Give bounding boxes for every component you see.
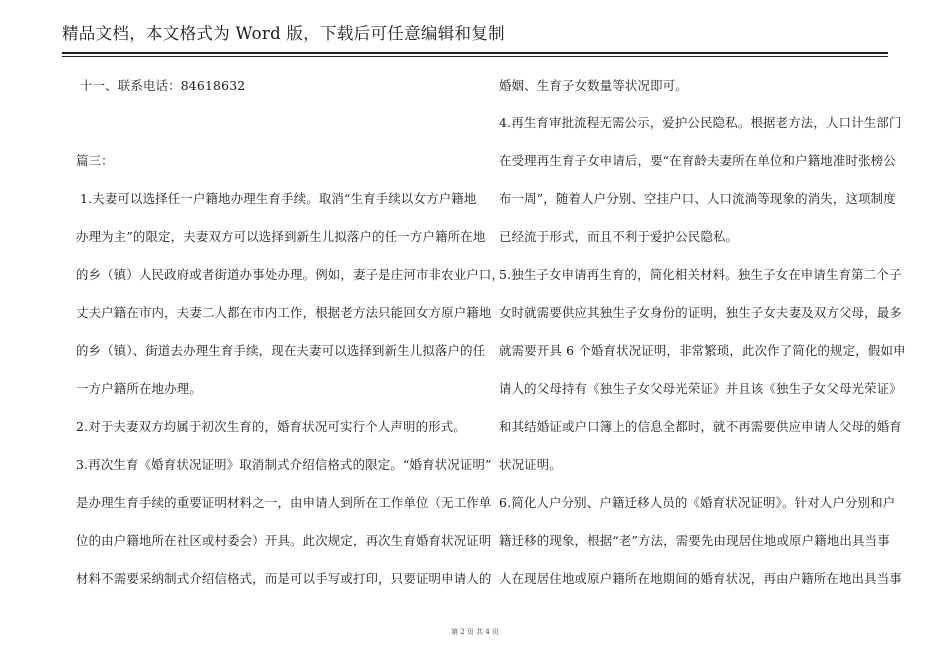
text-line: 篇三：: [76, 153, 114, 168]
text-line: 请人的父母持有《独生子女父母光荣证》并且该《独生子女父母光荣证》: [499, 381, 902, 396]
text-line: 婚姻、生育子女数量等状况即可。: [499, 78, 688, 93]
text-line: 丈夫户籍在市内，夫妻二人都在市内工作，根据老方法只能回女方原户籍地: [76, 305, 492, 320]
text-line: 人在现居住地或原户籍所在地期间的婚育状况，再由户籍所在地出具当事: [499, 571, 902, 586]
header-divider: [62, 52, 888, 54]
text-line: 就需要开具 6 个婚育状况证明，非常繁琐，此次作了简化的规定，假如申: [499, 343, 906, 358]
text-line: 籍迁移的现象，根据“老”方法，需要先由现居住地或原户籍地出具当事: [499, 533, 890, 548]
text-line: 是办理生育手续的重要证明材料之一，由申请人到所在工作单位（无工作单: [76, 495, 492, 510]
text-line: 1.夫妻可以选择任一户籍地办理生育手续。取消“生育手续以女方户籍地: [80, 191, 477, 206]
text-line: 状况证明。: [499, 457, 562, 472]
text-line: 十一、联系电话：84618632: [80, 78, 246, 93]
document-header-title: 精品文档，本文格式为 Word 版，下载后可任意编辑和复制: [62, 24, 505, 43]
text-line: 已经流于形式，而且不利于爱护公民隐私。: [499, 229, 739, 244]
text-line: 3.再次生育《婚育状况证明》取消制式介绍信格式的限定。“婚育状况证明”: [76, 457, 492, 472]
text-line: 女时就需要供应其独生子女身份的证明，独生子女夫妻及双方父母，最多: [499, 305, 902, 320]
text-line: 4.再生育审批流程无需公示，爱护公民隐私。根据老方法，人口计生部门: [499, 115, 902, 130]
text-line: 的乡（镇）人民政府或者街道办事处办理。例如，妻子是庄河市非农业户口，: [76, 267, 505, 282]
text-line: 布一周”，随着人户分别、空挂户口、人口流淌等现象的消失，这项制度: [499, 191, 896, 206]
text-line: 位的由户籍地所在社区或村委会）开具。此次规定，再次生育婚育状况证明: [76, 533, 492, 548]
text-line: 2.对于夫妻双方均属于初次生育的，婚育状况可实行个人声明的形式。: [76, 419, 466, 434]
text-line: 6.简化人户分别、户籍迁移人员的《婚育状况证明》。针对人户分别和户: [499, 495, 896, 510]
header-divider-thin: [62, 56, 888, 57]
text-line: 办理为主”的限定，夫妻双方可以选择到新生儿拟落户的任一方户籍所在地: [76, 229, 486, 244]
text-line: 材料不需要采纳制式介绍信格式，而是可以手写或打印，只要证明申请人的: [76, 571, 492, 586]
text-line: 在受理再生育子女申请后，要“在育龄夫妻所在单位和户籍地准时张榜公: [499, 153, 896, 168]
text-line: 的乡（镇）、街道去办理生育手续，现在夫妻可以选择到新生儿拟落户的任: [76, 343, 486, 358]
page-number: 第 2 页 共 4 页: [450, 628, 500, 636]
text-line: 和其结婚证或户口簿上的信息全都时，就不再需要供应申请人父母的婚育: [499, 419, 902, 434]
text-line: 一方户籍所在地办理。: [76, 381, 202, 396]
text-line: 5.独生子女申请再生育的，简化相关材料。独生子女在申请生育第二个子: [499, 267, 902, 282]
